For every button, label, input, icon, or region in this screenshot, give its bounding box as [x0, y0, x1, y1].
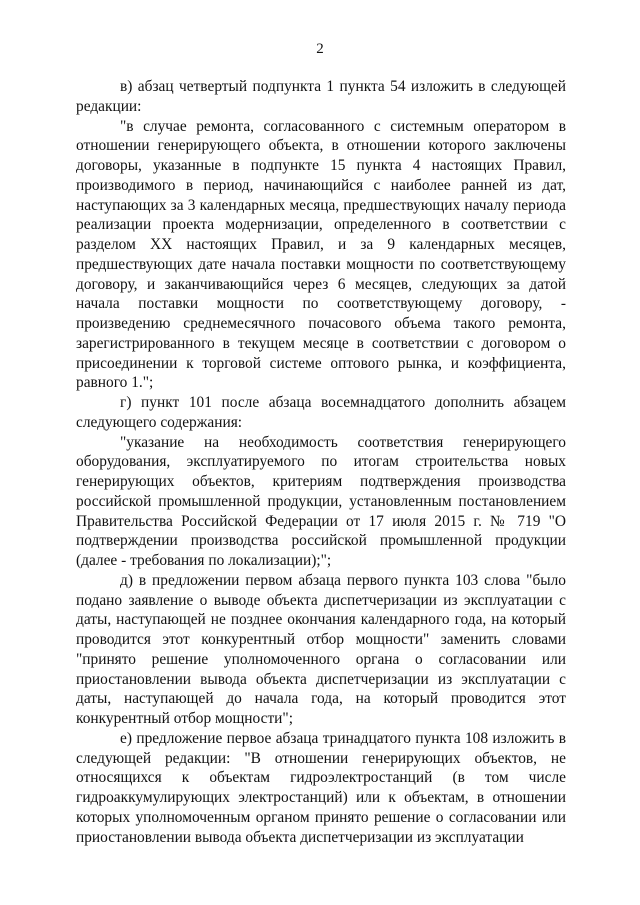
paragraph-item-v: в) абзац четвертый подпункта 1 пункта 54 изложить в следующей редакции:	[76, 78, 566, 115]
paragraph-item-g: г) пункт 101 после абзаца восемнадцатого дополнить абзацем следующего содержания:	[76, 394, 566, 431]
paragraph-item-e: е) предложение первое абзаца тринадцатого пункта 108 изложить в следующей редакции: "В отношении генерирующих объектов, не относящихся к объектам гидроэлектростанций (в том числе гидроаккумулирующих электростанций) или к объектам, в отношении которых уполномоченным органом принято решение о согласовании или приостановлении вывода объекта диспетчеризации из эксплуатации	[76, 729, 566, 846]
page-number: 2	[316, 41, 324, 57]
paragraph-item-d: д) в предложении первом абзаца первого пункта 103 слова "было подано заявление о выводе объекта диспетчеризации из эксплуатации с даты, наступающей не позднее окончания календарного года, на который проводится этот конкурентный отбор мощности" заменить словами "принято решение уполномоченного органа о согласовании или приостановлении вывода объекта диспетчеризации из эксплуатации с даты, наступающей до начала года, на который проводится этот конкурентный отбор мощности";	[76, 571, 566, 727]
paragraph-item-g-quote: "указание на необходимость соответствия генерирующего оборудования, эксплуатируемого по итогам строительства новых генерирующих объектов, критериям подтверждения производства российской промышленной продукции, установленным постановлением Правительства Российской Федерации от 17 июля 2015 г. № 719 "О подтверждении производства российской промышленной продукции (далее - требования по локализации);";	[76, 433, 566, 569]
paragraph-item-v-quote: "в случае ремонта, согласованного с системным оператором в отношении генерирующего объекта, в отношении которого заключены договоры, указанные в подпункте 15 пункта 4 настоящих Правил, производимого в период, начинающийся с наиболее ранней из дат, наступающих за 3 календарных месяца, предшествующих началу периода реализации проекта модернизации, определенного в соответствии с разделом XX настоящих Правил, и за 9 календарных месяцев, предшествующих дате начала поставки мощности по соответствующему договору, и заканчивающийся через 6 месяцев, следующих за датой начала поставки мощности по соответствующему договору, - произведению среднемесячного почасового объема такого ремонта, зарегистрированного в текущем месяце в соответствии с договором о присоединении к торговой системе оптового рынка, и коэффициента, равного 1.";	[76, 117, 566, 392]
document-body	[76, 77, 566, 847]
